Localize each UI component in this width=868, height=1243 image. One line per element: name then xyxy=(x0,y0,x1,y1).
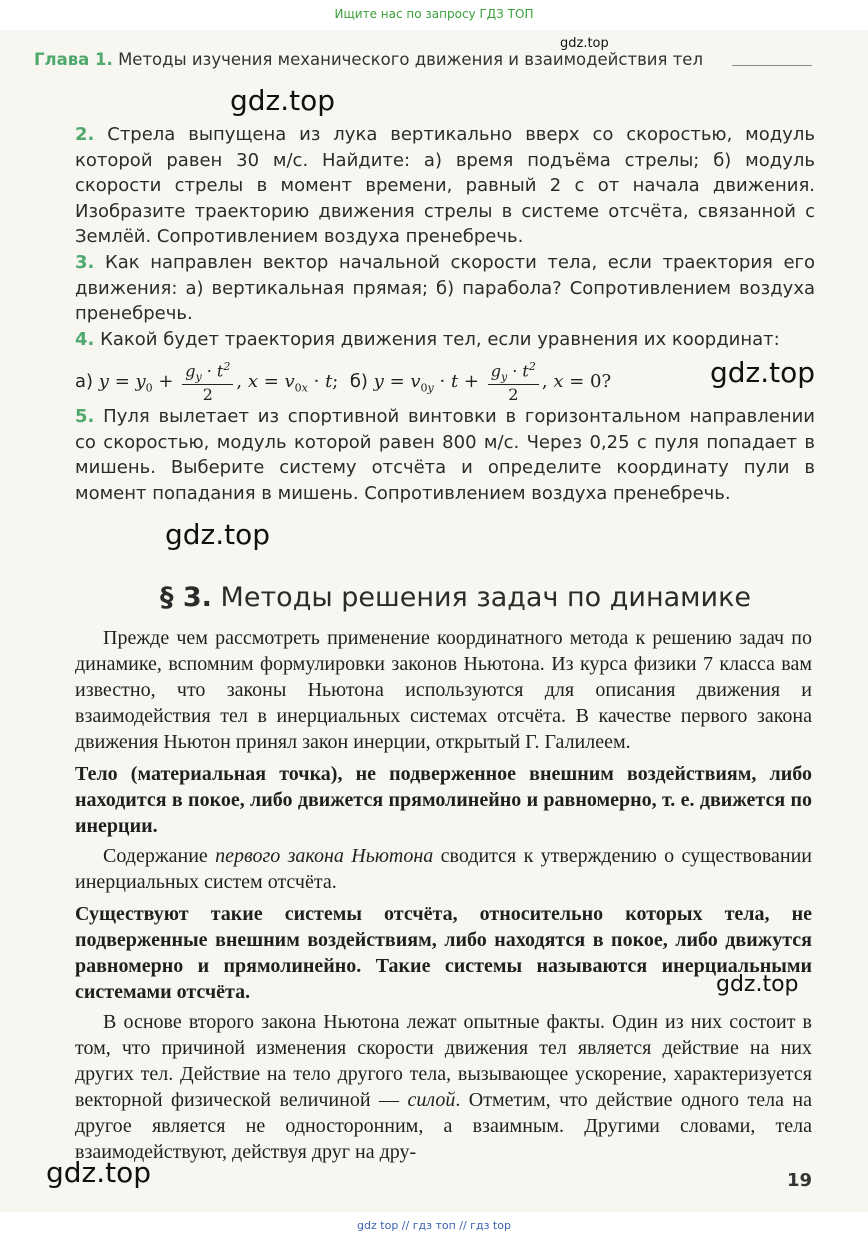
exercise-4 xyxy=(75,327,815,353)
section-heading xyxy=(160,582,751,613)
page-number: 19 xyxy=(787,1170,813,1191)
exercise-text: Пуля вылетает из спортивной винтовки в горизонтальном направлении со скоростью, модуль которой равен 800 м/с. Через 0,25 с пуля попадает в мишень. Выберите систему отсчёта и определите координату пули в момент попадания в мишень. Сопротивлением воздуха пренебречь. xyxy=(75,406,815,504)
paragraph: В основе второго закона Ньютона лежат опытные факты. Один из них состоит в том, что причиной изменения скорости движения тел является действие на них других тел. Действие на тело другого тела, вызывающее ускорение, характеризуется векторной физической величиной — силой. Отметим, что действие одного тела на другое является не односторонним, а взаимным. Другими словами, тела взаимодействуют, действуя друг на дру- xyxy=(75,1011,812,1163)
watermark: gdz.top xyxy=(716,972,799,997)
exercise-list xyxy=(75,122,815,352)
chapter-number: Глава 1. xyxy=(34,50,113,69)
chapter-rule xyxy=(732,65,812,66)
top-banner[interactable]: Ищите нас по запросу ГДЗ ТОП xyxy=(0,0,868,30)
exercise-text: Как направлен вектор начальной скорости тела, если траектория его движения: а) вертикальная прямая; б) парабола? Сопротивлением воздуха пренебречь. xyxy=(75,251,815,325)
chapter-header xyxy=(34,50,703,69)
exercise-4-formulas: а) $y = y_0$ + $\frac{g_y \cdot t^2}{2}$ , $x = v_{0x} \cdot t$; б) $y = v_{0y} \cdot t$ + $\frac{g_y \cdot t^2}{2}$ , x = 0? xyxy=(75,360,612,404)
exercise-text: Какой будет траектория движения тел, если уравнения их координат: xyxy=(100,328,780,350)
law-statement: Тело (материальная точка), не подверженное внешним воздействиям, либо находится в покое, либо движется прямолинейно и равномерно, т. е. движется по инерции. xyxy=(75,763,812,837)
watermark: gdz.top xyxy=(230,84,336,117)
term-emphasis: первого закона Ньютона xyxy=(215,845,434,867)
exercise-5 xyxy=(75,404,815,506)
exercise-number: 4. xyxy=(75,328,95,350)
option-a-label: а) xyxy=(75,370,94,392)
section-number: § 3. xyxy=(160,582,212,613)
paragraph: Прежде чем рассмотреть применение координатного метода к решению задач по динамике, вспомним формулировки законов Ньютона. Из курса физики 7 класса вам известно, что законы Ньютона используются для описания движения и взаимодействия тел в инерциальных системах отсчёта. В качестве первого закона движения Ньютон принял закон инерции, открытый Г. Галилеем. xyxy=(75,627,812,753)
exercise-2 xyxy=(75,122,815,250)
chapter-title: Методы изучения механического движения и взаимодействия тел xyxy=(118,50,703,69)
exercise-number: 5. xyxy=(75,406,95,427)
watermark: gdz.top xyxy=(165,518,271,551)
section-title: Методы решения задач по динамике xyxy=(220,582,752,613)
exercise-text: Стрела выпущена из лука вертикально вверх со скоростью, модуль которой равен 30 м/с. Найдите: а) время подъёма стрелы; б) модуль скорости стрелы в момент времени, равный 2 с от начала движения. Изобразите траекторию движения стрелы в системе отсчёта, связанной с Землёй. Сопротивлением воздуха пренебречь. xyxy=(75,124,815,248)
term-emphasis: силой xyxy=(407,1089,456,1111)
watermark: gdz.top xyxy=(560,36,609,51)
watermark: gdz.top xyxy=(710,356,816,389)
exercise-number: 3. xyxy=(75,251,95,273)
option-b-label: б) xyxy=(349,370,368,392)
exercise-number: 2. xyxy=(75,124,95,145)
paragraph: Содержание первого закона Ньютона сводится к утверждению о существовании инерциальных систем отсчёта. xyxy=(75,845,813,893)
watermark: gdz.top xyxy=(46,1156,152,1189)
bottom-banner[interactable]: gdz top // гдз топ // гдз top xyxy=(0,1212,868,1243)
law-statement: Существуют такие системы отсчёта, относительно которых тела, не подверженные внешним воздействиям, либо находятся в покое, либо движутся равномерно и прямолинейно. Такие системы называются инерциальными системами отсчёта. xyxy=(75,903,812,1003)
exercise-3 xyxy=(75,250,815,327)
section-body xyxy=(75,625,812,1165)
